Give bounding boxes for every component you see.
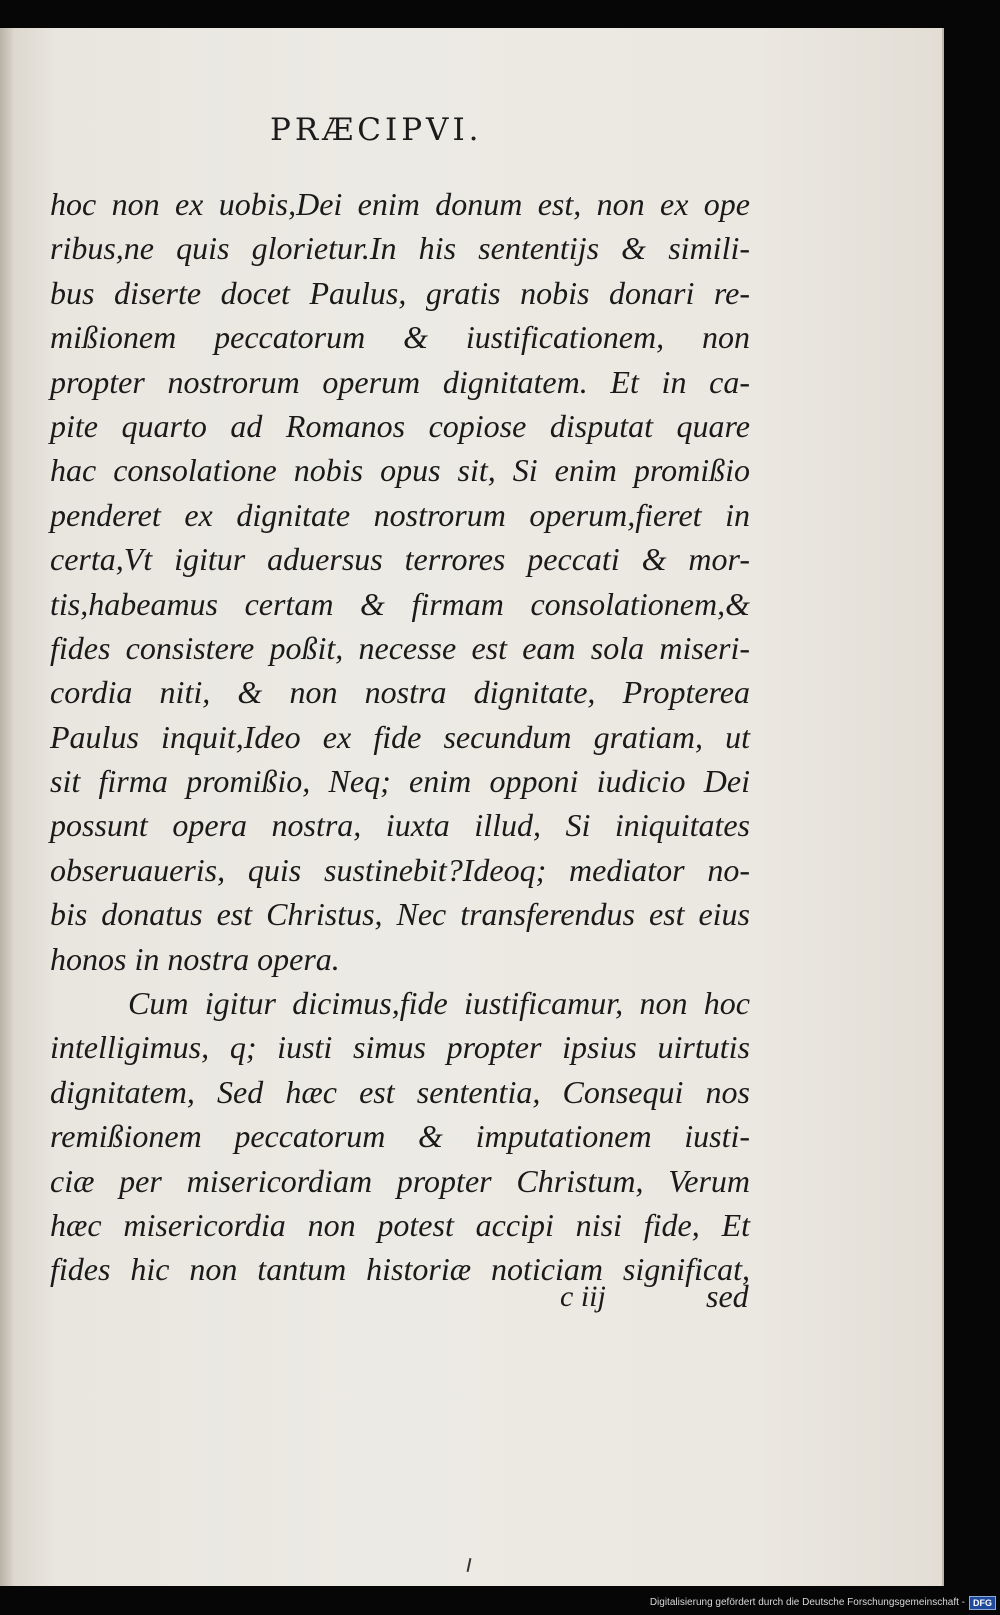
- text-line: mißionem peccatorum & iustificationem, non: [50, 319, 750, 356]
- text-line: penderet ex dignitate nostrorum operum,fieret in: [50, 496, 750, 533]
- book-page: [0, 28, 944, 1586]
- text-line: dignitatem, Sed hæc est sententia, Consequi nos: [50, 1073, 750, 1110]
- text-line: hæc misericordia non potest accipi nisi fide, Et: [50, 1206, 750, 1243]
- text-line: sit firma promißio, Neq; enim opponi iudicio Dei: [50, 763, 750, 800]
- text-line: tis,habeamus certam & firmam consolationem,&: [50, 585, 750, 622]
- text-line: cordia niti, & non nostra dignitate, Propterea: [50, 674, 750, 711]
- text-line: certa,Vt igitur aduersus terrores peccati & mor-: [50, 541, 750, 578]
- text-line: propter nostrorum operum dignitatem. Et in ca-: [50, 363, 750, 400]
- dfg-logo: DFG: [969, 1596, 996, 1610]
- text-line: fides consistere poßit, necesse est eam sola miseri-: [50, 629, 750, 666]
- signature-mark: c iij: [560, 1280, 606, 1313]
- footer-credit: Digitalisierung gefördert durch die Deutsche Forschungsgemeinschaft -: [649, 1597, 965, 1608]
- digitization-footer: [650, 1594, 996, 1611]
- text-line: ciæ per misericordiam propter Christum, Verum: [50, 1162, 750, 1199]
- text-line: obseruaueris, quis sustinebit?Ideoq; mediator no-: [50, 851, 750, 888]
- body-text: [50, 182, 750, 1292]
- text-line: honos in nostra opera.: [50, 940, 340, 977]
- text-line: hac consolatione nobis opus sit, Si enim promißio: [50, 452, 750, 489]
- text-line: hoc non ex uobis,Dei enim donum est, non ex ope: [50, 186, 750, 222]
- text-line: bus diserte docet Paulus, gratis nobis donari re-: [50, 274, 750, 311]
- text-line: ribus,ne quis glorietur.In his sententijs & simili-: [50, 230, 750, 267]
- text-line: pite quarto ad Romanos copiose disputat quare: [50, 407, 750, 444]
- catchword: sed: [706, 1278, 749, 1314]
- text-line: Paulus inquit,Ideo ex fide secundum gratiam, ut: [50, 718, 750, 755]
- ink-speck: [467, 1558, 472, 1572]
- text-line: bis donatus est Christus, Nec transferendus est eius: [50, 896, 750, 933]
- text-line: fides hic non tantum historiæ noticiam significat,: [50, 1251, 750, 1288]
- text-line: remißionem peccatorum & imputationem iusti-: [50, 1118, 750, 1155]
- text-line: intelligimus, q; iusti simus propter ipsius uirtutis: [50, 1029, 750, 1066]
- text-line: possunt opera nostra, iuxta illud, Si iniquitates: [50, 807, 750, 844]
- running-head: PRÆCIPVI.: [270, 112, 483, 148]
- paragraph-first-line: Cum igitur dicimus,fide iustificamur, non hoc: [128, 985, 750, 1022]
